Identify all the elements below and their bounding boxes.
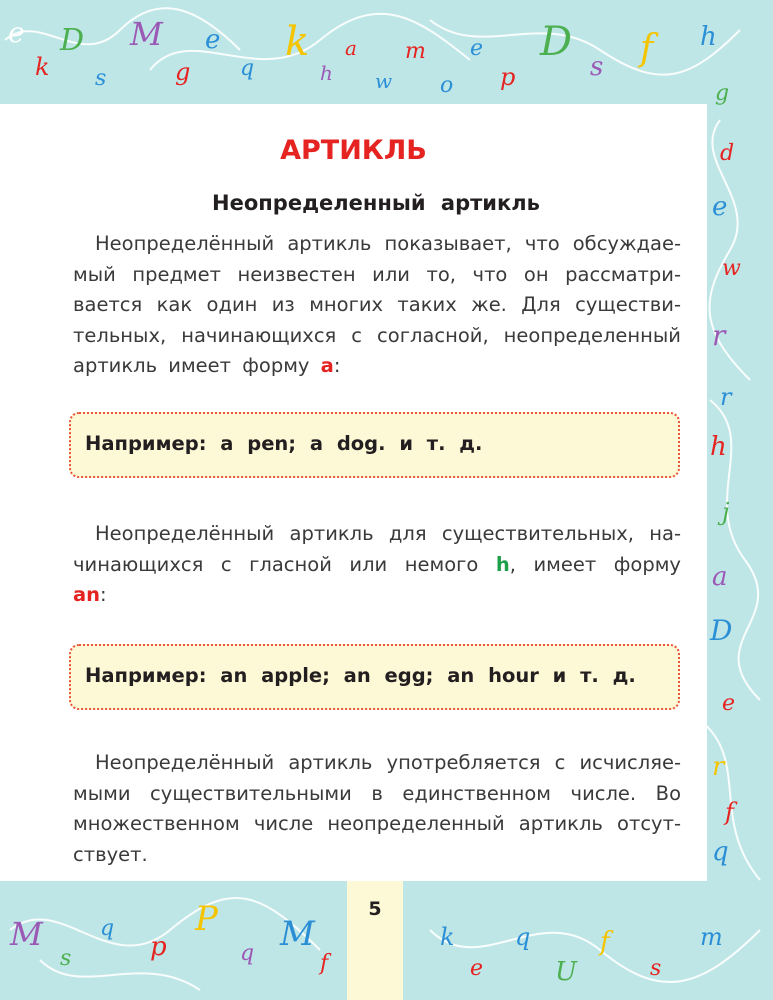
svg-text:e: e [712,192,728,222]
example-box-an [69,644,680,710]
svg-text:f: f [600,927,610,957]
paragraph-line: тельных, начинающихся с согласной, неопределенный [73,323,681,347]
svg-text:r: r [720,383,732,411]
svg-text:d: d [720,141,735,166]
svg-text:U: U [555,957,577,987]
svg-text:w: w [722,256,741,281]
svg-text:h: h [700,22,717,52]
svg-text:q: q [515,923,531,951]
paragraph-line: Неопределённый артикль употребляется с исчисляе- [95,751,681,774]
svg-text:s: s [590,52,604,82]
svg-text:f: f [320,951,329,976]
svg-text:q: q [100,916,115,941]
svg-text:o: o [440,73,454,98]
svg-text:e: e [205,25,221,55]
svg-text:D: D [60,23,85,58]
paragraph-line: артикль имеет форму a: [73,354,341,377]
svg-text:e: e [470,956,484,981]
svg-text:h: h [710,432,727,462]
svg-text:q: q [240,941,255,966]
svg-text:M: M [280,914,315,954]
svg-text:e: e [470,36,484,61]
svg-text:a: a [712,562,728,592]
paragraph-line: ствует. [73,842,148,866]
svg-text:k: k [35,53,50,81]
svg-text:P: P [195,899,218,939]
svg-text:k: k [440,923,455,951]
svg-text:j: j [722,498,730,526]
svg-text:s: s [650,956,662,981]
page-title: АРТИКЛЬ [280,135,427,166]
svg-text:s: s [95,66,107,91]
svg-text:k: k [285,19,310,65]
svg-text:D: D [710,614,733,647]
svg-text:p: p [150,932,167,962]
svg-text:q: q [712,837,729,867]
svg-text:m: m [700,923,723,951]
svg-text:f: f [725,798,734,826]
page-number: 5 [368,898,382,920]
section-subtitle: Неопределенный артикль [212,191,540,215]
paragraph-line: мый предмет неизвестен или то, что он рассматри- [73,262,681,286]
svg-text:r: r [712,319,726,352]
paragraph-line: Неопределённый артикль для существительных, на- [95,522,681,545]
svg-text:s: s [60,946,72,971]
silent-h-highlight: h [495,552,510,576]
svg-text:f: f [640,28,654,69]
svg-text:D: D [540,19,573,65]
paragraph-vowels [73,519,681,611]
svg-text:h: h [320,61,333,85]
paragraph-definition [73,229,681,382]
paragraph-line: чинающихся с гласной или немого h, имеет форму [73,552,681,576]
svg-text:p: p [500,63,516,91]
svg-text:r: r [712,752,725,782]
svg-text:m: m [405,39,426,64]
paragraph-line: множественном числе неопределенный артикль отсут- [73,812,681,835]
paragraph-line: an: [73,583,107,606]
paragraph-usage [73,748,681,870]
svg-text:g: g [715,81,730,106]
svg-text:g: g [175,58,191,86]
svg-text:M: M [10,915,43,953]
svg-text:a: a [345,36,357,60]
paragraph-line: мыми существительными в единственном числе. Во [73,781,681,805]
svg-text:w: w [375,69,393,93]
svg-text:e: e [722,691,736,716]
svg-text:q: q [240,56,255,81]
example-text: Например: a pen; a dog. и т. д. [85,432,483,455]
article-a-highlight: a [320,354,334,377]
svg-text:M: M [130,15,163,53]
article-an-highlight: an [73,583,101,606]
paragraph-line: вается как один из многих таких же. Для существи- [73,293,681,316]
example-box-a [69,412,680,478]
svg-text:e: e [8,16,25,49]
example-text: Например: an apple; an egg; an hour и т. д. [85,664,636,687]
paragraph-line: Неопределённый артикль показывает, что обсуждае- [95,232,681,255]
